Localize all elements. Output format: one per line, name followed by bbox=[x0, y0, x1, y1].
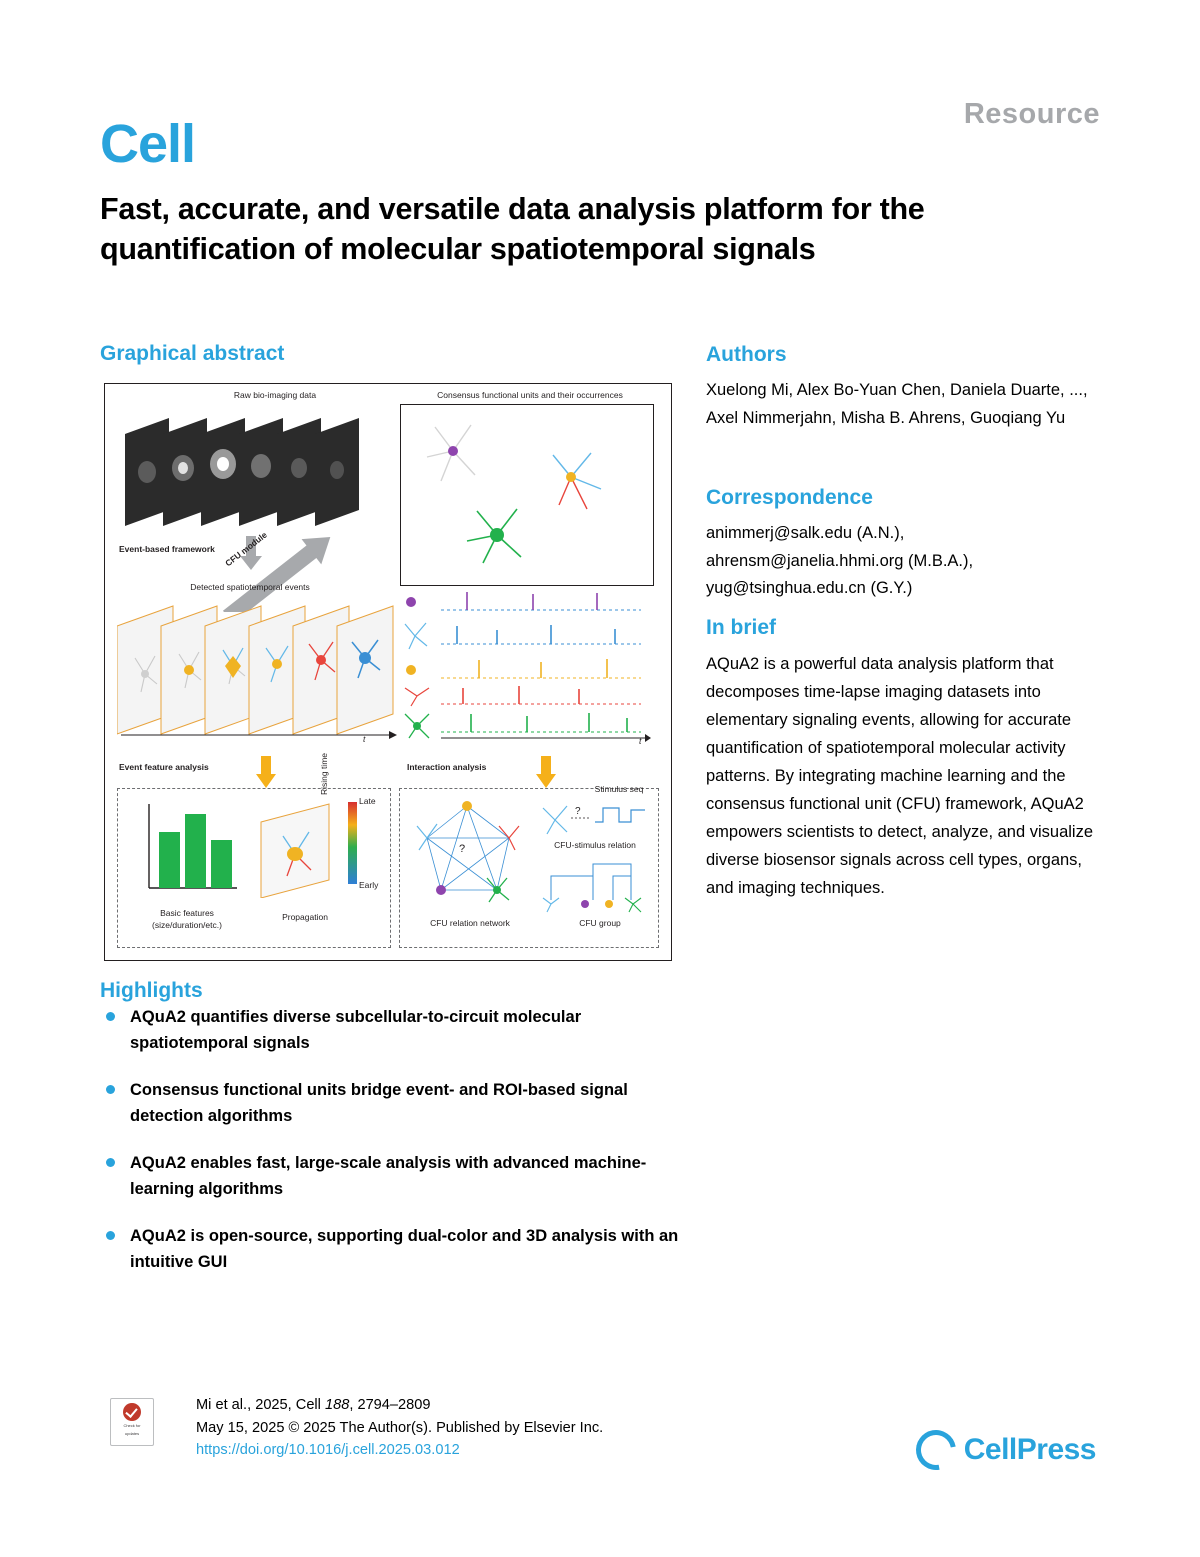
figure-label-basic-features-1: Basic features bbox=[160, 908, 214, 918]
figure-label-early: Early bbox=[359, 880, 379, 890]
citation-volume: 188 bbox=[324, 1397, 350, 1413]
in-brief-text: AQuA2 is a powerful data analysis platform that decomposes time-lapse imaging datasets into elementary signaling events, allowing for accurate quantification of spatiotemporal molecular activity patterns. By integrating machine learning and the consensus functional unit (CFU) framework, AQuA2 empowers scientists to detect, analyze, and visualize diverse biosensor signals across cell types, organs, and imaging techniques. bbox=[706, 655, 1094, 898]
figure-label-cfu-stimulus: CFU-stimulus relation bbox=[554, 840, 636, 850]
raw-imaging-filmstrip bbox=[125, 406, 385, 536]
propagation-panel bbox=[255, 798, 351, 898]
crossmark-line2: updates bbox=[124, 1430, 140, 1436]
crossmark-badge[interactable] bbox=[110, 1398, 154, 1446]
figure-label-cfu-relation-network: CFU relation network bbox=[430, 918, 510, 928]
consensus-units-panel bbox=[400, 404, 654, 586]
citation-date-line: May 15, 2025 © 2025 The Author(s). Published by Elsevier Inc. bbox=[196, 1419, 604, 1436]
footer-citation-block bbox=[196, 1394, 603, 1462]
detected-events-filmstrip bbox=[117, 596, 397, 741]
crossmark-line1: Check for bbox=[123, 1423, 141, 1428]
bullet-icon bbox=[106, 1231, 115, 1240]
figure-label-consensus: Consensus functional units and their occurrences bbox=[437, 390, 623, 400]
highlight-text: Consensus functional units bridge event- and ROI-based signal detection algorithms bbox=[130, 1081, 628, 1125]
list-item bbox=[100, 1078, 680, 1129]
section-heading-in-brief: In brief bbox=[706, 616, 777, 639]
highlights-list bbox=[100, 1005, 680, 1298]
figure-label-raw-data: Raw bio-imaging data bbox=[233, 390, 317, 400]
figure-label-event-feature: Event feature analysis bbox=[119, 762, 209, 772]
figure-label-t-axis-left: t bbox=[363, 734, 366, 744]
down-arrow-yellow-icon bbox=[255, 756, 277, 790]
list-item bbox=[100, 1151, 680, 1202]
publisher-logo bbox=[916, 1430, 1096, 1470]
down-arrow-yellow-icon-2 bbox=[535, 756, 557, 790]
correspondence-line[interactable]: ahrensm@janelia.hhmi.org (M.B.A.), bbox=[706, 551, 974, 570]
highlight-text: AQuA2 enables fast, large-scale analysis with advanced machine-learning algorithms bbox=[130, 1154, 647, 1198]
figure-label-cfu-module: CFU module bbox=[223, 529, 269, 569]
figure-label-stimulus-seq: Stimulus seq bbox=[594, 784, 644, 794]
figure-label-event-framework: Event-based framework bbox=[119, 544, 215, 554]
correspondence-line[interactable]: yug@tsinghua.edu.cn (G.Y.) bbox=[706, 579, 913, 598]
journal-logo: Cell bbox=[100, 114, 196, 174]
page-title: Fast, accurate, and versatile data analysis platform for the quantification of molecular spatiotemporal signals bbox=[100, 192, 925, 266]
bullet-icon bbox=[106, 1012, 115, 1021]
citation-prefix: Mi et al., 2025, Cell bbox=[196, 1397, 325, 1413]
highlight-text: AQuA2 quantifies diverse subcellular-to-circuit molecular spatiotemporal signals bbox=[130, 1008, 582, 1052]
highlight-text: AQuA2 is open-source, supporting dual-color and 3D analysis with an intuitive GUI bbox=[130, 1227, 679, 1271]
list-item bbox=[100, 1005, 680, 1056]
rising-time-colorbar bbox=[348, 802, 357, 884]
svg-text:?: ? bbox=[459, 843, 466, 855]
bullet-icon bbox=[106, 1158, 115, 1167]
section-heading-graphical-abstract: Graphical abstract bbox=[100, 342, 285, 365]
cfu-occurrence-raster bbox=[401, 592, 651, 742]
list-item bbox=[100, 1224, 680, 1275]
figure-label-interaction: Interaction analysis bbox=[407, 762, 487, 772]
svg-text:?: ? bbox=[575, 806, 581, 817]
section-heading-correspondence: Correspondence bbox=[706, 486, 873, 509]
crossmark-icon bbox=[123, 1403, 141, 1421]
doi-link[interactable]: https://doi.org/10.1016/j.cell.2025.03.012 bbox=[196, 1442, 460, 1459]
figure-label-basic-features-2: (size/duration/etc.) bbox=[152, 920, 222, 930]
authors-list: Xuelong Mi, Alex Bo-Yuan Chen, Daniela Duarte, ..., Axel Nimmerjahn, Misha B. Ahrens, Guoqiang Yu bbox=[706, 381, 1088, 427]
figure-label-cfu-group: CFU group bbox=[579, 918, 621, 928]
article-type-label: Resource bbox=[963, 98, 1100, 130]
figure-label-late: Late bbox=[359, 796, 376, 806]
figure-label-t-axis-right: t bbox=[639, 736, 642, 746]
correspondence-line[interactable]: animmerj@salk.edu (A.N.), bbox=[706, 524, 905, 542]
correspondence-block bbox=[706, 520, 1096, 603]
cellpress-swirl-icon bbox=[908, 1422, 964, 1478]
figure-label-rising-time: Rising time bbox=[319, 752, 329, 796]
graphical-abstract-figure bbox=[104, 383, 672, 961]
figure-label-detected-events: Detected spatiotemporal events bbox=[190, 582, 310, 592]
section-heading-highlights: Highlights bbox=[100, 979, 203, 1002]
citation-line bbox=[196, 1394, 603, 1417]
bullet-icon bbox=[106, 1085, 115, 1094]
section-heading-authors: Authors bbox=[706, 343, 787, 366]
publisher-name: CellPress bbox=[963, 1433, 1096, 1466]
cfu-relation-network bbox=[405, 794, 535, 912]
basic-features-barchart bbox=[133, 796, 243, 906]
figure-label-propagation: Propagation bbox=[282, 912, 328, 922]
cfu-group-dendrogram bbox=[535, 854, 655, 916]
citation-suffix: , 2794–2809 bbox=[349, 1397, 431, 1413]
